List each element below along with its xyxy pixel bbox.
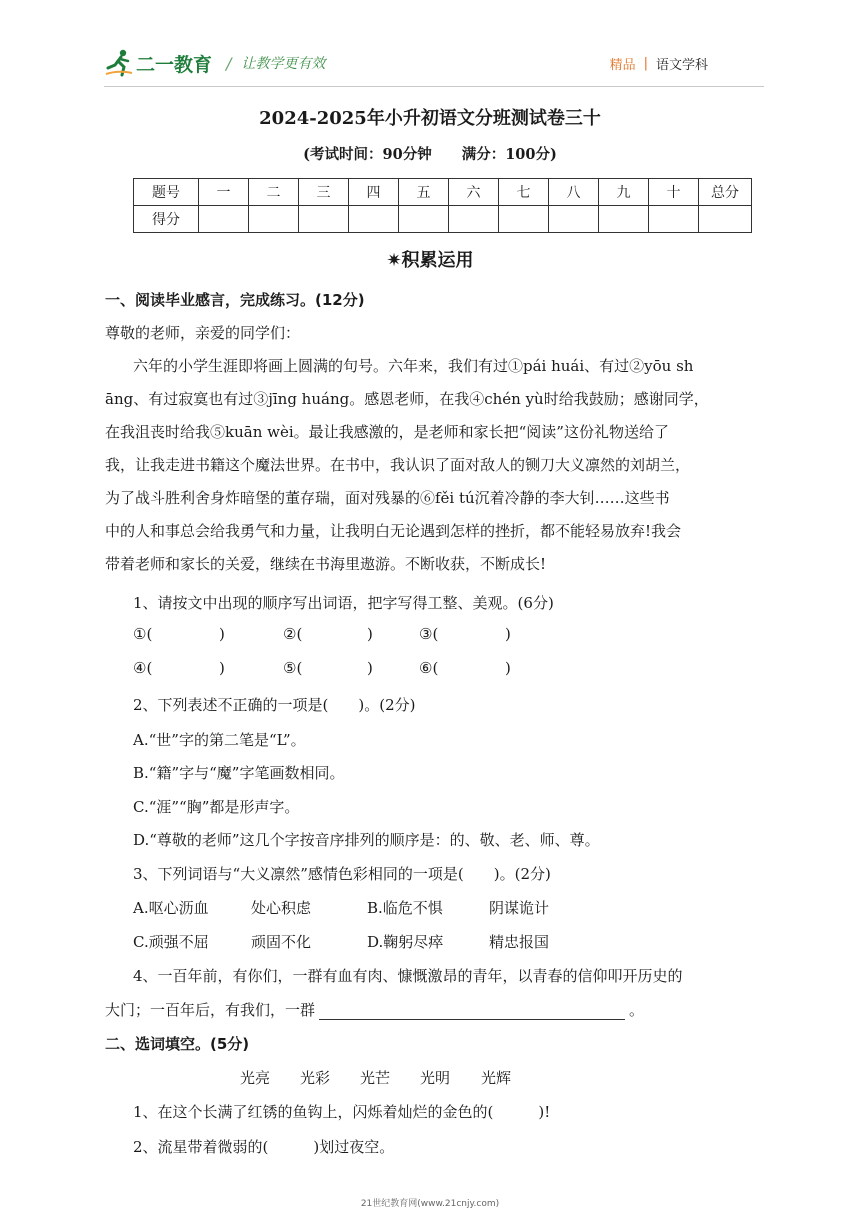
q1-sub4-continued <box>105 999 644 1020</box>
table-cell: 十 <box>649 179 699 206</box>
score-table-score-row <box>134 206 752 233</box>
q2-heading: 二、选词填空。(5分) <box>105 1035 250 1053</box>
word-option: 光芒 <box>360 1069 391 1087</box>
passage-line: 六年的小学生涯即将画上圆满的句号。六年来，我们有过①pái huái、有过②yōu sh <box>133 357 694 375</box>
passage-line: 在我沮丧时给我⑤kuān wèi。最让我感激的，是老师和家长把“阅读”这份礼物送给了 <box>105 423 669 441</box>
header-right <box>610 54 708 73</box>
blank-close: ) <box>219 625 225 643</box>
option-word: 阴谋诡计 <box>489 899 550 917</box>
exam-time: (考试时间：90分钟 <box>303 146 432 163</box>
slogan: 让教学更有效 <box>241 56 326 72</box>
option[interactable]: B.临危不惧 <box>367 899 443 917</box>
score-table-header-row <box>134 179 752 206</box>
option[interactable]: C.“涯”“胸”都是形声字。 <box>133 798 300 816</box>
score-input-cell[interactable] <box>349 206 399 233</box>
logo-text: 二一教育 <box>136 53 213 76</box>
page-footer: 21世纪教育网(www.21cnjy.com) <box>360 1199 500 1209</box>
blank-open[interactable]: ②( <box>283 625 303 643</box>
header-rule <box>104 86 764 87</box>
word-option: 光辉 <box>481 1069 512 1087</box>
blank-open[interactable]: ⑥( <box>419 659 439 677</box>
q1-sub4: 4、一百年前，有你们，一群有血有肉、慷慨激昂的青年，以青春的信仰叩开历史的 <box>133 967 683 985</box>
table-cell: 九 <box>599 179 649 206</box>
table-cell: 六 <box>449 179 499 206</box>
passage-line: 中的人和事总会给我勇气和力量，让我明白无论遇到怎样的挫折，都不能轻易放弃!我会 <box>105 522 682 540</box>
table-cell: 二 <box>249 179 299 206</box>
logo-separator: / <box>226 53 232 73</box>
score-input-cell[interactable] <box>249 206 299 233</box>
page-title: 2024-2025年小升初语文分班测试卷三十 <box>259 108 601 129</box>
word-option: 光亮 <box>240 1069 271 1087</box>
blank-close: ) <box>367 659 373 677</box>
score-input-cell[interactable] <box>449 206 499 233</box>
table-cell: 得分 <box>134 206 199 233</box>
option-word: 顽固不化 <box>251 933 312 951</box>
blank-close: ) <box>505 659 511 677</box>
word-option: 光彩 <box>300 1069 331 1087</box>
premium-badge: 精品 <box>609 58 636 73</box>
option[interactable]: D.鞠躬尽瘁 <box>367 933 444 951</box>
option[interactable]: A.呕心沥血 <box>133 899 209 917</box>
score-input-cell[interactable] <box>699 206 752 233</box>
passage-line: 带着老师和家长的关爱，继续在书海里遨游。不断收获，不断成长! <box>105 555 547 573</box>
q1-sub2: 2、下列表述不正确的一项是( )。(2分) <box>133 696 416 714</box>
score-input-cell[interactable] <box>399 206 449 233</box>
blank-open[interactable]: ⑤( <box>283 659 303 677</box>
score-input-cell[interactable] <box>549 206 599 233</box>
score-table <box>133 178 752 233</box>
exam-info <box>0 143 860 164</box>
table-cell: 一 <box>199 179 249 206</box>
runner-logo-icon <box>104 48 134 78</box>
passage-line: 为了战斗胜利舍身炸暗堡的董存瑞，面对残暴的⑥fěi tú沉着冷静的李大钊……这些书 <box>105 489 670 507</box>
option[interactable]: D.“尊敬的老师”这几个字按音序排列的顺序是：的、敬、老、师、尊。 <box>133 831 600 849</box>
q1-heading: 一、阅读毕业感言，完成练习。(12分) <box>105 291 365 309</box>
passage-line: 我，让我走进书籍这个魔法世界。在书中，我认识了面对敌人的铡刀大义凛然的刘胡兰， <box>105 456 691 474</box>
section-title: ✷积累运用 <box>386 250 474 271</box>
blank-open[interactable]: ③( <box>419 625 439 643</box>
q2-item: 1、在这个长满了红锈的鱼钩上，闪烁着灿烂的金色的( )! <box>133 1103 551 1121</box>
option[interactable]: B.“籍”字与“魔”字笔画数相同。 <box>133 764 345 782</box>
score-input-cell[interactable] <box>299 206 349 233</box>
table-cell: 三 <box>299 179 349 206</box>
q1-sub4-text: 大门；一百年后，有我们，一群 <box>105 1001 316 1019</box>
subject-label: 语文学科 <box>655 58 708 73</box>
q1-greeting: 尊敬的老师，亲爱的同学们： <box>105 324 301 342</box>
table-cell: 四 <box>349 179 399 206</box>
logo <box>104 48 325 78</box>
table-cell: 七 <box>499 179 549 206</box>
score-input-cell[interactable] <box>499 206 549 233</box>
q1-sub1: 1、请按文中出现的顺序写出词语，把字写得工整、美观。(6分) <box>133 594 554 612</box>
option[interactable]: C.顽强不屈 <box>133 933 209 951</box>
option-word: 精忠报国 <box>489 933 550 951</box>
blank-close: ) <box>219 659 225 677</box>
option-word: 处心积虑 <box>251 899 312 917</box>
blank-open[interactable]: ①( <box>133 625 153 643</box>
score-input-cell[interactable] <box>649 206 699 233</box>
word-option: 光明 <box>420 1069 451 1087</box>
page-header <box>104 44 764 84</box>
blank-open[interactable]: ④( <box>133 659 153 677</box>
table-cell: 题号 <box>134 179 199 206</box>
period: 。 <box>629 1001 645 1019</box>
table-cell: 五 <box>399 179 449 206</box>
q1-sub3: 3、下列词语与“大义凛然”感情色彩相同的一项是( )。(2分) <box>133 865 551 883</box>
option[interactable]: A.“世”字的第二笔是“L”。 <box>133 731 306 749</box>
passage-line: āng、有过寂寞也有过③jīng huáng。感恩老师，在我④chén yù时给我鼓励；感谢同学， <box>105 390 709 408</box>
score-input-cell[interactable] <box>199 206 249 233</box>
blank-close: ) <box>367 625 373 643</box>
score-input-cell[interactable] <box>599 206 649 233</box>
header-divider: | <box>643 56 648 71</box>
q2-item: 2、流星带着微弱的( )划过夜空。 <box>133 1138 395 1156</box>
table-cell: 八 <box>549 179 599 206</box>
blank-close: ) <box>505 625 511 643</box>
answer-underline[interactable] <box>319 1003 625 1020</box>
exam-full-score: 满分：100分) <box>461 146 557 163</box>
table-cell: 总分 <box>699 179 752 206</box>
